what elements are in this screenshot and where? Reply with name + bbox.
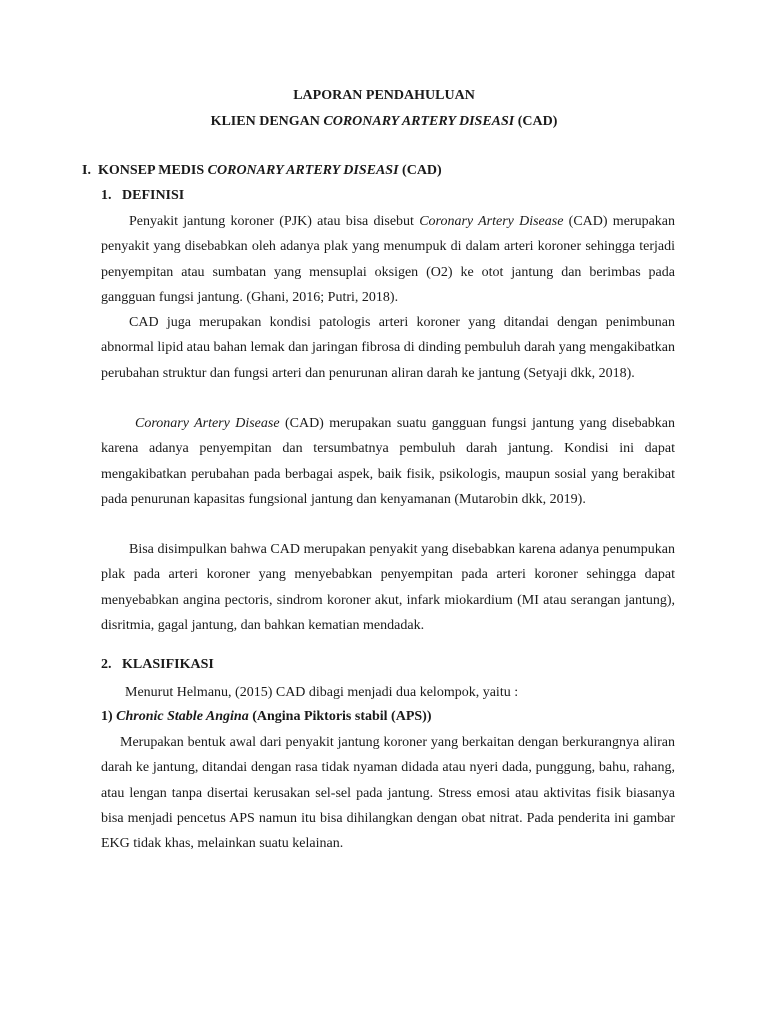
klasifikasi-intro: Menurut Helmanu, (2015) CAD dibagi menjadi dua kelompok, yaitu : (125, 685, 519, 700)
document-subtitle: KLIEN DENGAN CORONARY ARTERY DISEASI (CAD) (210, 114, 558, 129)
subsection-heading-klasifikasi: 2. KLASIFIKASI (101, 657, 214, 672)
klasifikasi-item-1-text: Merupakan bentuk awal dari penyakit jantung koroner yang berkaitan dengan berkurangnya aliran darah ke jantung, ditandai dengan rasa tidak nyaman didada atau nyeri dada, punggung, bahu, rahang, atau lengan tanpa disertai kerusakan sel-sel pada jantung. Stress emosi atau aktivitas fisik biasanya bisa menjadi pencetus APS namun itu bisa dihilangkan dengan obat nitrat. Pada penderita ini gambar EKG tidak khas, melainkan suatu kelainan. (101, 735, 675, 852)
subsection-heading-definisi: 1. DEFINISI (101, 188, 185, 203)
paragraph-definisi-3: Coronary Artery Disease (CAD) merupakan suatu gangguan fungsi jantung yang disebabkan karena adanya penyempitan dan tersumbatnya pembuluh darah jantung. Kondisi ini dapat mengakibatkan perubahan pada berbagai aspek, baik fisik, psikologis, maupun sosial yang berakibat pada penurunan kapasitas fungsional jantung dan kenyamanan (Mutarobin dkk, 2019). (101, 416, 675, 507)
paragraph-definisi-1: Penyakit jantung koroner (PJK) atau bisa disebut Coronary Artery Disease (CAD) merupakan penyakit yang disebabkan oleh adanya plak yang menumpuk di dalam arteri koroner sehingga terjadi penyempitan atau sumbatan yang mensuplai oksigen (O2) ke otot jantung dan berimbas pada gangguan fungsi jantung. (Ghani, 2016; Putri, 2018). (101, 214, 675, 305)
klasifikasi-item-1-title: 1) Chronic Stable Angina (Angina Piktoris stabil (APS)) (101, 709, 432, 724)
paragraph-definisi-2: CAD juga merupakan kondisi patologis arteri koroner yang ditandai dengan penimbunan abnormal lipid atau bahan lemak dan jaringan fibrosa di dinding pembuluh darah yang mengakibatkan perubahan struktur dan fungsi arteri dan penurunan aliran darah ke jantung (Setyaji dkk, 2018). (101, 315, 675, 381)
section-heading-konsep-medis: I. KONSEP MEDIS CORONARY ARTERY DISEASI (CAD) (82, 163, 442, 178)
paragraph-definisi-4: Bisa disimpulkan bahwa CAD merupakan penyakit yang disebabkan karena adanya penumpukan plak pada arteri koroner yang menyebabkan penyempitan pada arteri koroner sehingga dapat menyebabkan angina pectoris, sindrom koroner akut, infark miokardium (MI atau serangan jantung), disritmia, gagal jantung, dan bahkan kematian mendadak. (101, 542, 675, 633)
document-title: LAPORAN PENDAHULUAN (293, 88, 475, 103)
